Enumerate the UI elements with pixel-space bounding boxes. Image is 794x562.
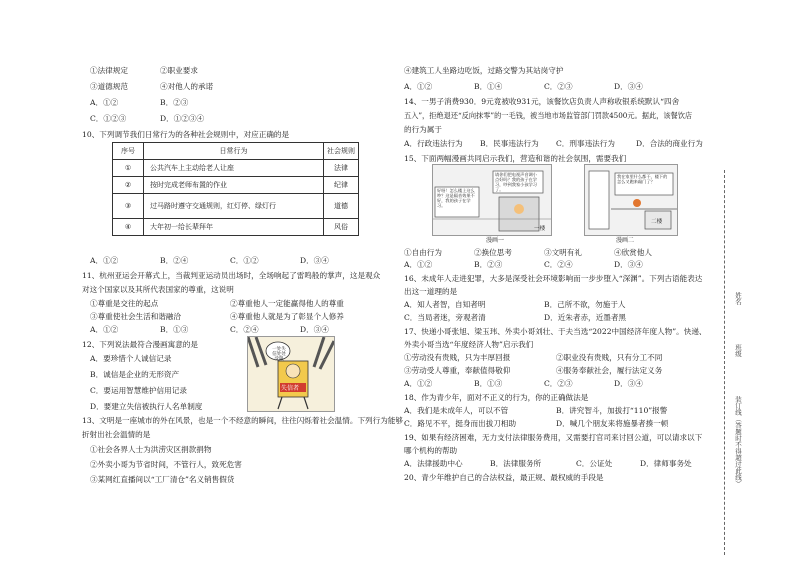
q12-option-c: C．要运用智慧维护信用记录 (90, 386, 187, 395)
q15-choice-b: B．②③ (474, 260, 503, 269)
q14-choice-d: D．合法的商业行为 (636, 139, 703, 148)
q9-choice-a: A．①② (90, 98, 119, 107)
table-header-row (113, 143, 359, 160)
q16-option-d: D．近朱者赤，近墨者黑 (544, 313, 627, 322)
q17-option-1: ①劳动没有贵贱，只为丰厚回报 (404, 353, 511, 362)
q11-choice-d: D．③④ (300, 325, 329, 334)
q17-choice-c: C．②③ (544, 379, 573, 388)
q13-stem-line1: 13、文明是一座城市的外在风景，也是一个不经意的瞬间，往往闪烁着社会温情。下列行为能够 (82, 416, 404, 425)
q12-cartoon (247, 336, 335, 412)
q15-option-3: ③文明有礼 (544, 248, 582, 257)
q11-option-1: ①尊重是交往的起点 (90, 299, 159, 308)
table-cell: 按时完成老师布置的作业 (144, 177, 324, 194)
q19-choice-d: D．律师事务处 (640, 459, 692, 468)
q9-choice-c: C．①②③ (90, 114, 127, 123)
cartoon-drawing (248, 337, 334, 411)
table-cell: 大年初一给长辈拜年 (144, 219, 324, 236)
q14-choice-c: C．刑事违法行为 (556, 139, 615, 148)
q14-stem-line2: 五入”，拒绝退还“反向抹零”的一毛钱，被当地市场监管部门罚款4500元。据此，该餐饮店 (404, 111, 693, 120)
q19-choice-c: C．公证处 (576, 459, 613, 468)
q12-option-b: B．诚信是企业的无形资产 (90, 370, 180, 379)
q16-option-a: A．知人者智，自知者明 (404, 300, 486, 309)
table-cell: 纪律 (324, 177, 359, 194)
q18-option-d: D．喊几个朋友来将施暴者揍一顿 (556, 419, 669, 428)
q9-option-3: ③道德规范 (90, 82, 128, 91)
q15-option-4: ④欣赏他人 (614, 248, 652, 257)
q17-choice-a: A．①② (404, 379, 433, 388)
q16-stem-line2: 出这一道理的是 (404, 287, 458, 296)
table-cell: 过马路时遵守交通规则，红灯停、绿灯行 (144, 194, 324, 219)
q9-option-4: ④对他人的承诺 (160, 82, 214, 91)
q17-option-4: ④服务奉献社会，履行法定义务 (556, 366, 663, 375)
q9-choice-d: D．①②③④ (160, 114, 205, 123)
q13-option-2: ②外卖小哥为节省时间，不管行人，致死危害 (90, 460, 242, 469)
q11-choice-b: B．①③ (160, 325, 189, 334)
class-label: 班级 (734, 344, 742, 357)
q18-option-a: A．我们是未成年人，可以不管 (404, 406, 509, 415)
table-row (113, 160, 359, 177)
cartoon-bubble: 好呀！怎么楼上这么吵？这是隔音效果不好，我的孩子在学习。 (437, 188, 475, 208)
cartoon-bubble: 请你们把电视声音调小点好吗？我的孩子在学习，吵到我家小孩学习了。 (495, 172, 537, 192)
q16-option-c: C．当局者迷，旁观者清 (404, 313, 486, 322)
q19-choice-b: B．法律服务所 (490, 459, 542, 468)
q16-stem-line1: 16、未成年人走进犯罪，大多是深受社会环境影响而一步步堕入“深渊”。下列古语能表达 (404, 274, 703, 283)
binding-line (724, 170, 725, 555)
table-cell: ① (113, 160, 144, 177)
q18-option-b: B．讲究智斗，加拔打“110”报警 (556, 406, 668, 415)
cartoon-caption: 漫画一 (486, 237, 505, 244)
q11-stem-line1: 11、杭州亚运会开幕式上，当裁判亚运动员出场时，全场响起了雷鸣般的掌声，这是观众 (82, 271, 381, 280)
table-header: 日常行为 (144, 143, 324, 160)
q16-option-b: B．己所不欲，勿施于人 (544, 300, 626, 309)
q10-choice-a: A．①② (90, 256, 119, 265)
q11-choice-a: A．①② (90, 325, 119, 334)
table-cell: ③ (113, 194, 144, 219)
q17-option-2: ②职业没有贵贱，只有分工不同 (556, 353, 663, 362)
cartoon-floor-label: 二楼 (651, 219, 663, 225)
table-header: 社会规则 (324, 143, 359, 160)
q10-stem: 10、下列调节我们日常行为的各种社会规则中，对应正确的是 (82, 130, 290, 139)
table-row (113, 194, 359, 219)
q18-option-c: C．路见不平，挺身而出拔刀相助 (404, 419, 517, 428)
table-row (113, 219, 359, 236)
q10-choice-b: B．②④ (160, 256, 189, 265)
q15-choice-a: A．①② (404, 260, 433, 269)
q15-option-2: ②换位思考 (474, 248, 512, 257)
q9-option-2: ②职业要求 (160, 66, 198, 75)
table-cell: 风俗 (324, 219, 359, 236)
q12-stem: 12、下列说法最符合漫画寓意的是 (82, 340, 198, 349)
table-cell: 法律 (324, 160, 359, 177)
table-header: 序号 (113, 143, 144, 160)
q13-choice-d: D．③④ (614, 82, 643, 91)
table-cell: ④ (113, 219, 144, 236)
q17-stem-line2: 外卖小哥当选“年度经济人物”启示我们 (404, 340, 534, 349)
table-cell: ② (113, 177, 144, 194)
q9-choice-b: B．②③ (160, 98, 189, 107)
cartoon-caption: 漫画二 (616, 237, 635, 244)
q13-option-1: ①社会各界人士为洪涝灾区捐款捐物 (90, 445, 212, 454)
q19-stem-line2: 哪个机构的帮助 (404, 446, 458, 455)
q15-choice-c: C．②④ (544, 260, 573, 269)
q14-stem-line3: 的行为属于 (404, 125, 442, 134)
q12-option-d: D．要建立失信被执行人名单制度 (90, 402, 203, 411)
q13-choice-a: A．①② (404, 82, 433, 91)
q20-stem: 20、青少年维护自己的合法权益，最正规、最权威的手段是 (404, 473, 604, 482)
q11-option-3: ③尊重使社会生活和谐融洽 (90, 312, 182, 321)
q15-stem: 15、下面两幅漫画共同启示我们，营造和谐的社会氛围，需要我们 (404, 154, 627, 163)
q15-option-1: ①自由行为 (404, 248, 442, 257)
q17-choice-b: B．①③ (474, 379, 503, 388)
cartoon-label: 失信者 (281, 385, 300, 392)
binding-note: 装订线（答题时不得超过此线） (734, 396, 742, 487)
table-cell: 道德 (324, 194, 359, 219)
table-cell: 公共汽车上主动给老人让座 (144, 160, 324, 177)
q13-choice-b: B．①④ (474, 82, 503, 91)
table-row (113, 177, 359, 194)
q18-stem: 18、作为青少年，面对不正义的行为，你的正确做法是 (404, 393, 589, 402)
cartoon-bubble: 我在家里什么都干，楼下的怎么又跑来敲门了？ (617, 174, 668, 184)
q19-stem-line1: 19、如果有经济困难，无力支付法律服务费用，又需要打官司来讨回公道，可以请求以下 (404, 433, 703, 442)
cartoon-floor-label: 一楼 (534, 226, 546, 232)
q14-choice-a: A．行政违法行为 (404, 139, 463, 148)
q14-choice-b: B．民事违法行为 (480, 139, 539, 148)
q13-option-3: ③某网红直播间以“工厂清仓”名义销售假货 (90, 475, 235, 484)
q10-table (112, 142, 359, 236)
q13-choice-c: C．②③ (544, 82, 573, 91)
q15-cartoon-2 (584, 164, 678, 236)
q10-choice-c: C．①② (230, 256, 259, 265)
q11-stem-line2: 对这个国家以及其所代表国家的尊重，这说明 (82, 285, 234, 294)
q12-option-a: A．要珍惜个人诚信记录 (90, 354, 172, 363)
q13-stem-line2: 折射出社会温情的是 (82, 430, 151, 439)
q17-option-3: ③劳动受人尊重，奉献值得敬仰 (404, 366, 511, 375)
cartoon-sign-text: 一处失信处处受限 (272, 347, 286, 362)
q19-choice-a: A．法律援助中心 (404, 459, 463, 468)
q9-option-1: ①法律规定 (90, 66, 128, 75)
q11-option-2: ②尊重他人一定能赢得他人的尊重 (230, 299, 344, 308)
q14-stem-line1: 14、一男子消费930．9元竟被收931元，该餐饮店负责人声称收银系统默认“四舍 (404, 97, 680, 106)
q11-choice-c: C．②④ (230, 325, 259, 334)
q17-choice-d: D．③④ (614, 379, 643, 388)
q13-option-4: ④建筑工人坐路边吃饭，过路交警为其站岗守护 (404, 66, 564, 75)
q11-option-4: ④尊重他人就是为了彰显个人修养 (230, 312, 344, 321)
q17-stem-line1: 17、快递小哥张旭、梁玉玮、外卖小哥刘壮、于夫当选“2022中国经济年度人物”。快递、 (404, 327, 707, 336)
name-label: 姓名 (734, 292, 742, 305)
q10-choice-d: D．③④ (300, 256, 329, 265)
q15-choice-d: D．③④ (614, 260, 643, 269)
